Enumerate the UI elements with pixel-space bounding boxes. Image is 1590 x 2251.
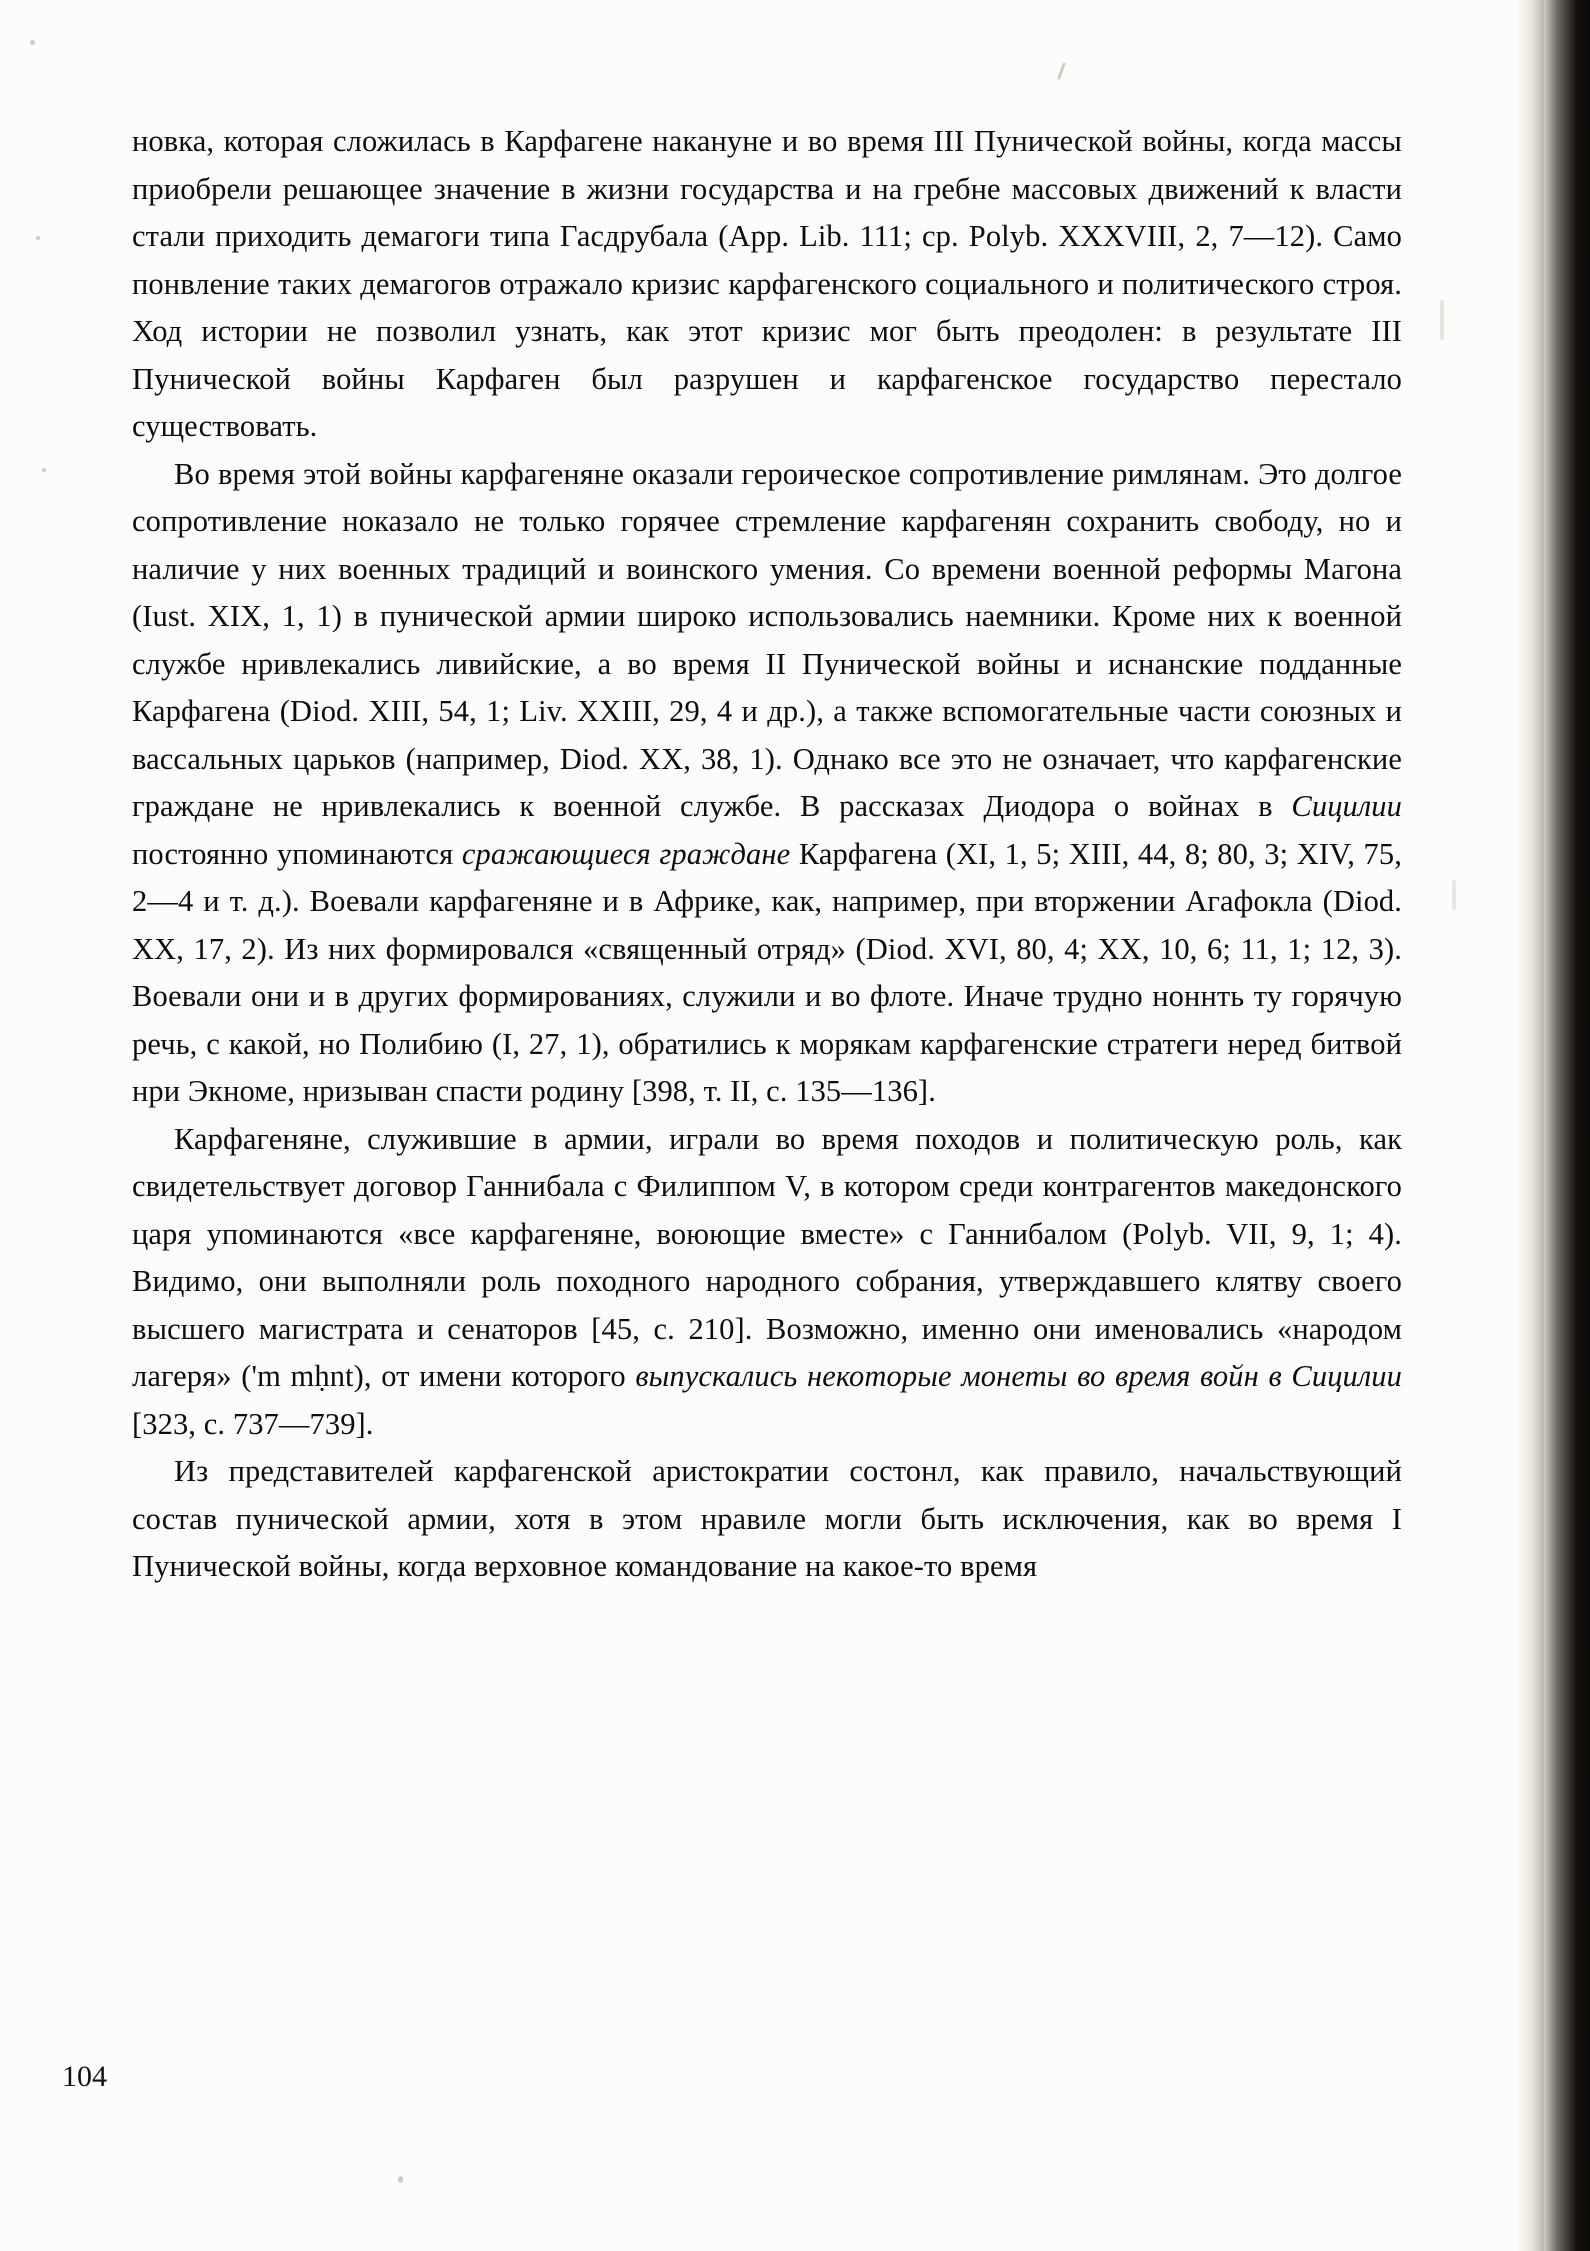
page-edge-gradient bbox=[1518, 0, 1544, 2251]
paragraph-4: Из представителей карфагенской аристократии состонл, как правило, начальствующий состав пунической армии, хотя в этом нравиле могли быть исключения, как во время I Пунической войны, когда верховное командование на какое-то время bbox=[132, 1454, 1402, 1583]
paragraph-2-segment-3: Карфагена (XI, 1, 5; XIII, 44, 8; 80, 3; XIV, 75, 2—4 и т. д.). Воевали карфагеняне и в Африке, как, например, при вторжении Агафокла (Diod. XX, 17, 2). Из них формировался «священный отряд» (Diod. XVI, 80, 4; XX, 10, 6; 11, 1; 12, 3). Воевали они и в других формированиях, служили и во флоте. Иначе трудно ноннть ту горячую речь, с какой, но Полибию (I, 27, 1), обратились к морякам карфагенские стратеги неред битвой нри Экноме, нризыван спасти родину [398, т. II, с. 135—136]. bbox=[132, 836, 1402, 1108]
page-number: 104 bbox=[62, 2060, 107, 2093]
scan-speck bbox=[398, 2176, 403, 2183]
paragraph-3-italic-1: выпускались некоторые монеты во время войн в Сицилии bbox=[635, 1359, 1403, 1393]
scan-speck bbox=[36, 236, 40, 240]
scan-speck bbox=[42, 468, 46, 472]
paragraph-2-segment-2: постоянно упоминаются bbox=[132, 836, 462, 871]
book-gutter-shadow bbox=[1544, 0, 1590, 2251]
paragraph-2-segment-1: Во время этой войны карфагеняне оказали героическое сопротивление римлянам. Это долгое сопротивление ноказало не только горячее стремление карфагенян сохранить свободу, но и наличие у них военных традиций и воинского умения. Со времени военной реформы Магона (Iust. XIX, 1, 1) в пунической армии широко использовались наемники. Кроме них к военной службе нривлекались ливийские, а во время II Пунической войны и иснанские подданные Карфагена (Diod. XIII, 54, 1; Liv. XXIII, 29, 4 и др.), а также вспомогательные части союзных и вассальных царьков (например, Diod. XX, 38, 1). Однако все это не означает, что карфагенские граждане не нривлекались к военной службе. В рассказах Диодора о войнах в bbox=[132, 456, 1402, 823]
paragraph-3-segment-2: [323, с. 737—739]. bbox=[132, 1406, 374, 1441]
paragraph-2 bbox=[132, 451, 1402, 1116]
paragraph-2-italic-2: сражающиеся граждане bbox=[461, 836, 791, 871]
paragraph-2-italic-1: Сицилии bbox=[1291, 789, 1402, 823]
scan-speck bbox=[1057, 62, 1066, 80]
scan-speck bbox=[1440, 300, 1444, 340]
paragraph-3 bbox=[132, 1116, 1402, 1449]
paragraph-1: новка, которая сложилась в Карфагене накануне и во время III Пунической войны, когда массы приобрели решающее значение в жизни государства и на гребне массовых движений к власти стали приходить демагоги типа Гасдрубала (App. Lib. 111; ср. Polyb. XXXVIII, 2, 7—12). Само понвление таких демагогов отражало кризис карфагенского социального и политического строя. Ход истории не позволил узнать, как этот кризис мог быть преодолен: в результате III Пунической войны Карфаген был разрушен и карфагенское государство перестало существовать. bbox=[132, 124, 1402, 443]
paragraph-3-segment-1: Карфагеняне, служившие в армии, играли во время походов и политическую роль, как свидетельствует договор Ганнибала с Филиппом V, в котором среди контрагентов македонского царя упоминаются «все карфагеняне, воюющие вместе» с Ганнибалом (Polyb. VII, 9, 1; 4). Видимо, они выполняли роль походного народного собрания, утверждавшего клятву своего высшего магистрата и сенаторов [45, с. 210]. Возможно, именно они именовались «народом лагеря» ('m mḥnt), от имени которого bbox=[132, 1121, 1402, 1393]
body-text bbox=[132, 118, 1402, 1591]
scan-speck bbox=[1452, 880, 1456, 910]
scan-speck bbox=[30, 40, 35, 45]
